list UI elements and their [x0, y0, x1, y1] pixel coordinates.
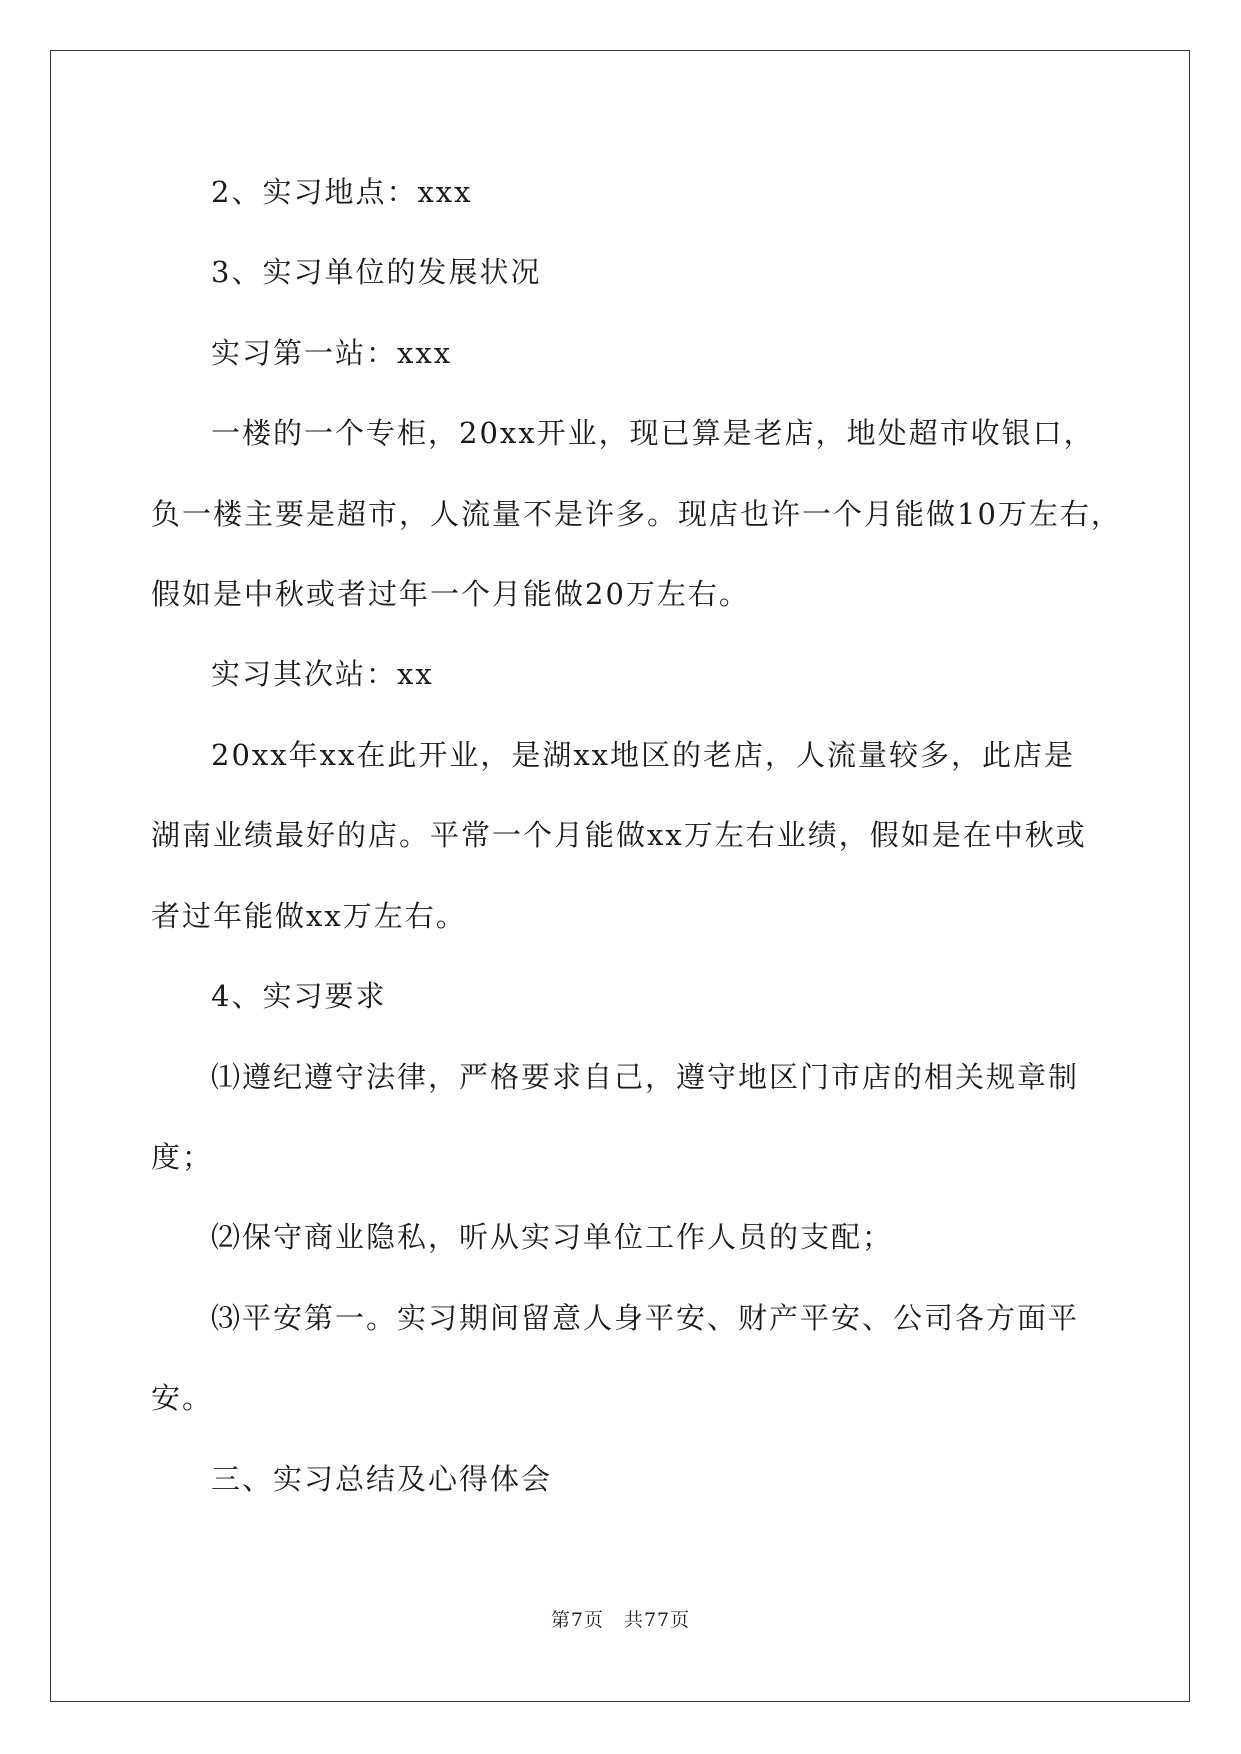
text-line: 负一楼主要是超市，人流量不是许多。现店也许一个月能做10万左右，	[151, 497, 1122, 531]
page-number: 第7页 共77页	[550, 1609, 691, 1631]
text-line: 度；	[151, 1140, 214, 1174]
text-line: 20xx年xx在此开业，是湖xx地区的老店，人流量较多，此店是	[211, 738, 1076, 772]
text-line: 一楼的一个专柜，20xx开业，现已算是老店，地处超市收银口，	[211, 416, 1095, 450]
text-line: 实习其次站：xx	[211, 657, 434, 691]
page-border	[50, 50, 1190, 1702]
text-line: 安。	[151, 1381, 214, 1415]
text-line: ⑴遵纪遵守法律，严格要求自己，遵守地区门市店的相关规章制	[211, 1060, 1080, 1094]
text-line: 三、实习总结及心得体会	[211, 1462, 553, 1496]
text-line: 3、实习单位的发展状况	[211, 255, 542, 289]
text-line: 2、实习地点：xxx	[211, 175, 473, 209]
text-line: 假如是中秋或者过年一个月能做20万左右。	[151, 577, 750, 611]
text-line: 湖南业绩最好的店。平常一个月能做xx万左右业绩，假如是在中秋或	[151, 818, 1087, 852]
text-line: ⑶平安第一。实习期间留意人身平安、财产平安、公司各方面平	[211, 1301, 1080, 1335]
text-line: 实习第一站：xxx	[211, 336, 453, 370]
text-line: 者过年能做xx万左右。	[151, 899, 467, 933]
text-line: 4、实习要求	[211, 979, 387, 1013]
text-line: ⑵保守商业隐私，听从实习单位工作人员的支配；	[211, 1220, 894, 1254]
